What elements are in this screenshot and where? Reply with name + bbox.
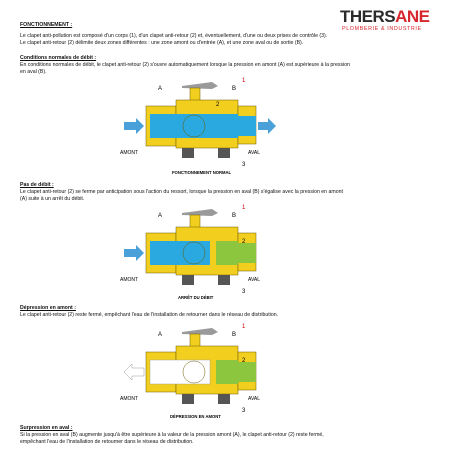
- paragraph-depression-1: Le clapet anti-retour (2) reste fermé, empêchant l'eau de l'installation de retourner dans le réseau de distribution.: [20, 312, 279, 318]
- label-2: 2: [242, 358, 246, 364]
- section-title-depression: Dépression en amont :: [20, 305, 76, 311]
- label-3: 3: [242, 162, 246, 168]
- diagram-caption: DÉPRESSION EN AMONT: [170, 414, 221, 419]
- label-3: 3: [242, 408, 246, 414]
- label-aval: AVAL: [248, 277, 261, 283]
- label-b: B: [232, 213, 237, 219]
- section-title-normal: Conditions normales de débit :: [20, 55, 97, 61]
- label-2: 2: [216, 102, 220, 108]
- label-1: 1: [242, 205, 246, 211]
- diagram-arret: [120, 203, 280, 303]
- water-zones: [150, 360, 256, 384]
- water-flow: [150, 114, 256, 138]
- section-title-fonctionnement: FONCTIONNEMENT :: [20, 22, 73, 28]
- test-port-left: [182, 394, 194, 404]
- label-amont: AMONT: [120, 396, 139, 402]
- label-2: 2: [242, 239, 246, 245]
- section-title-surpression: Surpression en aval :: [20, 425, 73, 431]
- label-b: B: [232, 86, 237, 92]
- brand-subtitle: PLOMBERIE & INDUSTRIE: [342, 26, 422, 32]
- inlet-arrow: [124, 118, 144, 134]
- diagram-depression: [120, 322, 280, 422]
- section-title-arret: Pas de débit :: [20, 182, 54, 188]
- depression-arrow: [124, 364, 144, 380]
- label-a: A: [158, 213, 163, 219]
- inlet-arrow: [124, 245, 144, 261]
- outlet-arrow: [258, 118, 276, 134]
- paragraph-normal-1: En conditions normales de débit, le clapet anti-retour (2) s'ouvre automatiquement lorsque la pression en amont (A) est supérieure à la pression: [20, 62, 350, 68]
- label-amont: AMONT: [120, 277, 139, 283]
- label-amont: AMONT: [120, 150, 139, 156]
- paragraph-composition: Le clapet anti-pollution est composé d'un corps (1), d'un clapet anti-retour (2) et, éventuellement, d'une ou deux prises de contrôle (3).: [20, 33, 328, 39]
- test-port-left: [182, 148, 194, 158]
- paragraph-surpression-1: Si la pression en aval (B) augmente jusqu'à être supérieure à la valeur de la pression amont (A), le clapet anti-retour (2) reste fermé,: [20, 432, 324, 438]
- label-a: A: [158, 86, 163, 92]
- water-zones: [150, 241, 256, 265]
- paragraph-arret-2: (A) suite à un arrêt du débit.: [20, 195, 85, 202]
- diagram-normal: [120, 76, 280, 176]
- test-port-right: [218, 275, 230, 285]
- diagram-caption: FONCTIONNEMENT NORMAL: [172, 170, 232, 175]
- paragraph-arret-1: Le clapet anti-retour (2) se ferme par anticipation sous l'action du ressort, lorsque la pression en aval (B) s'égalise avec la pression en amont: [20, 189, 343, 195]
- brand-logo: [340, 8, 436, 34]
- label-3: 3: [242, 289, 246, 295]
- label-1: 1: [242, 324, 246, 330]
- paragraph-zones: Le clapet anti-retour (2) délimite deux zones différentes : une zone amont ou d'entrée (A), et une zone aval ou de sortie (B).: [20, 40, 304, 46]
- test-port-left: [182, 275, 194, 285]
- test-port-right: [218, 148, 230, 158]
- diagram-caption: ARRÊT DU DÉBIT: [178, 295, 214, 300]
- test-port-right: [218, 394, 230, 404]
- label-aval: AVAL: [248, 150, 261, 156]
- label-1: 1: [242, 78, 246, 84]
- label-a: A: [158, 332, 163, 338]
- paragraph-surpression-2: empêchant l'eau de l'installation de retourner dans le réseau de distribution.: [20, 438, 194, 445]
- label-b: B: [232, 332, 237, 338]
- brand-name: THERSANE: [340, 7, 430, 26]
- paragraph-normal-2: en aval (B).: [20, 68, 47, 75]
- label-aval: AVAL: [248, 396, 261, 402]
